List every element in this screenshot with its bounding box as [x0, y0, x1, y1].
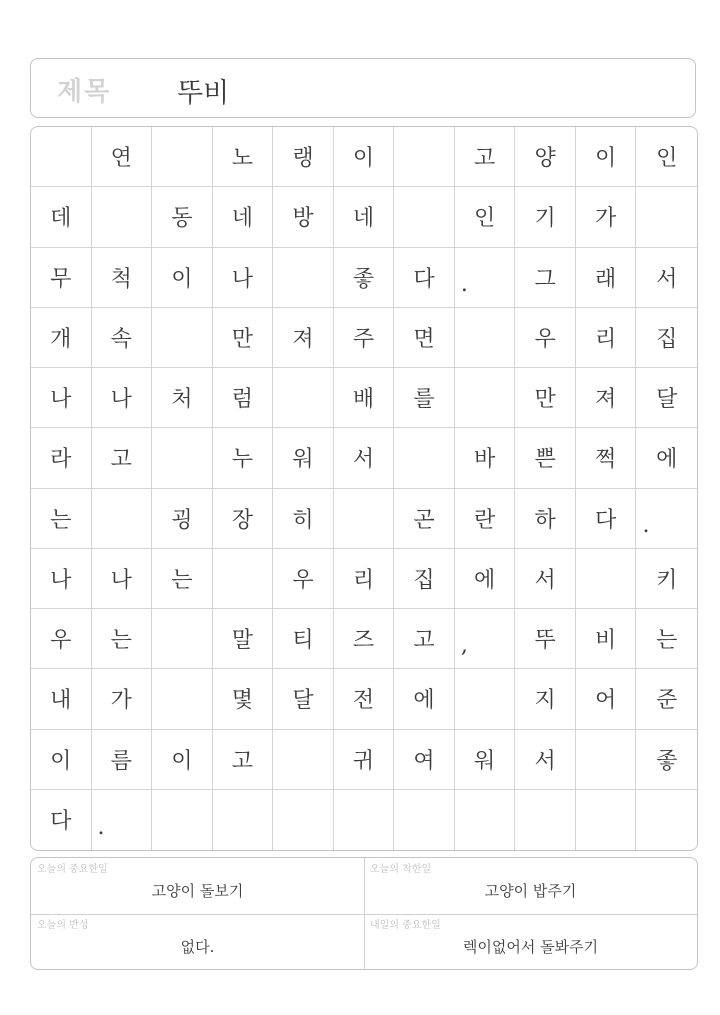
- grid-cell: 우: [273, 549, 334, 609]
- grid-cell: 내: [31, 669, 92, 729]
- grid-cell: [515, 790, 576, 850]
- grid-cell: 인: [455, 187, 516, 247]
- grid-cell: [455, 308, 516, 368]
- grid-cell: 개: [31, 308, 92, 368]
- grid-cell: 척: [92, 248, 153, 308]
- notes-section: [30, 857, 698, 970]
- grid-cell: 고: [455, 127, 516, 187]
- grid-cell: [273, 790, 334, 850]
- grid-cell: .: [92, 790, 153, 850]
- grid-cell: 즈: [334, 609, 395, 669]
- grid-cell: 집: [636, 308, 697, 368]
- grid-cell: 뚜: [515, 609, 576, 669]
- grid-cell: 전: [334, 669, 395, 729]
- grid-cell: [92, 187, 153, 247]
- grid-cell: 좋: [334, 248, 395, 308]
- grid-cell: [576, 790, 637, 850]
- grid-cell: 면: [394, 308, 455, 368]
- grid-cell: [213, 790, 274, 850]
- grid-cell: 주: [334, 308, 395, 368]
- grid-cell: 그: [515, 248, 576, 308]
- grid-cell: 럼: [213, 368, 274, 428]
- grid-cell: 쁜: [515, 428, 576, 488]
- grid-cell: ,: [455, 609, 516, 669]
- note-value: 고양이 밥주기: [484, 882, 577, 900]
- grid-cell: 름: [92, 730, 153, 790]
- grid-cell: 서: [515, 730, 576, 790]
- grid-cell: 우: [515, 308, 576, 368]
- grid-cell: 이: [152, 730, 213, 790]
- grid-cell: 는: [636, 609, 697, 669]
- grid-cell: 달: [273, 669, 334, 729]
- grid-cell: 고: [394, 609, 455, 669]
- grid-cell: 랭: [273, 127, 334, 187]
- grid-cell: 져: [273, 308, 334, 368]
- grid-cell: 데: [31, 187, 92, 247]
- grid-cell: 에: [455, 549, 516, 609]
- grid-cell: 다: [31, 790, 92, 850]
- grid-cell: 달: [636, 368, 697, 428]
- grid-cell: 쩍: [576, 428, 637, 488]
- grid-cell: 몇: [213, 669, 274, 729]
- grid-cell: [394, 127, 455, 187]
- grid-cell: 는: [31, 489, 92, 549]
- grid-cell: 어: [576, 669, 637, 729]
- grid-cell: 동: [152, 187, 213, 247]
- grid-cell: 방: [273, 187, 334, 247]
- grid-cell: 양: [515, 127, 576, 187]
- grid-cell: 워: [273, 428, 334, 488]
- grid-cell: 비: [576, 609, 637, 669]
- grid-cell: 는: [152, 549, 213, 609]
- grid-cell: 노: [213, 127, 274, 187]
- grid-cell: [152, 790, 213, 850]
- grid-cell: 네: [213, 187, 274, 247]
- note-reflection-today: [31, 914, 364, 970]
- grid-cell: 나: [213, 248, 274, 308]
- grid-cell: 인: [636, 127, 697, 187]
- grid-cell: [152, 127, 213, 187]
- grid-cell: [394, 790, 455, 850]
- grid-cell: 는: [92, 609, 153, 669]
- grid-cell: 란: [455, 489, 516, 549]
- grid-cell: 가: [92, 669, 153, 729]
- grid-cell: [152, 308, 213, 368]
- grid-cell: 만: [213, 308, 274, 368]
- grid-cell: 이: [31, 730, 92, 790]
- grid-cell: 에: [394, 669, 455, 729]
- grid-cell: 굉: [152, 489, 213, 549]
- grid-cell: 다: [394, 248, 455, 308]
- grid-cell: 기: [515, 187, 576, 247]
- grid-cell: 라: [31, 428, 92, 488]
- note-important-today: [31, 858, 364, 914]
- grid-cell: 리: [334, 549, 395, 609]
- grid-cell: 지: [515, 669, 576, 729]
- note-label: 오늘의 반성: [37, 920, 89, 931]
- grid-cell: 준: [636, 669, 697, 729]
- grid-cell: [152, 428, 213, 488]
- grid-cell: 배: [334, 368, 395, 428]
- note-good-deed-today: [364, 858, 697, 914]
- grid-cell: 나: [92, 368, 153, 428]
- title-label: 제목: [57, 77, 112, 107]
- grid-cell: 히: [273, 489, 334, 549]
- grid-cell: [455, 368, 516, 428]
- grid-cell: 티: [273, 609, 334, 669]
- grid-cell: 처: [152, 368, 213, 428]
- grid-cell: [152, 669, 213, 729]
- grid-cell: .: [455, 248, 516, 308]
- manuscript-grid: [31, 127, 697, 850]
- grid-cell: [636, 790, 697, 850]
- writing-grid: [30, 126, 698, 851]
- grid-cell: 에: [636, 428, 697, 488]
- grid-cell: 나: [92, 549, 153, 609]
- grid-cell: 무: [31, 248, 92, 308]
- grid-cell: 리: [576, 308, 637, 368]
- grid-cell: 집: [394, 549, 455, 609]
- grid-cell: [334, 489, 395, 549]
- grid-cell: 이: [576, 127, 637, 187]
- grid-cell: 를: [394, 368, 455, 428]
- grid-cell: 서: [515, 549, 576, 609]
- note-label: 오늘의 중요한일: [37, 864, 108, 875]
- grid-cell: [455, 790, 516, 850]
- note-label: 오늘의 착한일: [370, 864, 432, 875]
- note-value: 고양이 돌보기: [151, 882, 244, 900]
- grid-cell: 고: [213, 730, 274, 790]
- note-important-tomorrow: [364, 914, 697, 970]
- grid-cell: [334, 790, 395, 850]
- note-value: 렉이없어서 돌봐주기: [462, 938, 599, 956]
- grid-cell: [213, 549, 274, 609]
- grid-cell: [152, 609, 213, 669]
- grid-cell: .: [636, 489, 697, 549]
- grid-cell: [576, 730, 637, 790]
- grid-cell: 네: [334, 187, 395, 247]
- grid-cell: 서: [334, 428, 395, 488]
- grid-cell: 나: [31, 549, 92, 609]
- grid-cell: 래: [576, 248, 637, 308]
- grid-cell: 워: [455, 730, 516, 790]
- grid-cell: 귀: [334, 730, 395, 790]
- grid-cell: 곤: [394, 489, 455, 549]
- grid-cell: 서: [636, 248, 697, 308]
- grid-cell: 이: [152, 248, 213, 308]
- grid-cell: 가: [576, 187, 637, 247]
- grid-cell: [273, 248, 334, 308]
- grid-cell: 우: [31, 609, 92, 669]
- grid-cell: 하: [515, 489, 576, 549]
- grid-cell: 키: [636, 549, 697, 609]
- note-value: 없다.: [180, 938, 215, 956]
- grid-cell: 연: [92, 127, 153, 187]
- grid-cell: 좋: [636, 730, 697, 790]
- grid-cell: 속: [92, 308, 153, 368]
- grid-cell: [273, 368, 334, 428]
- grid-cell: 져: [576, 368, 637, 428]
- grid-cell: [92, 489, 153, 549]
- grid-cell: 나: [31, 368, 92, 428]
- grid-cell: 다: [576, 489, 637, 549]
- grid-cell: [455, 669, 516, 729]
- grid-cell: 만: [515, 368, 576, 428]
- grid-cell: 이: [334, 127, 395, 187]
- grid-cell: 누: [213, 428, 274, 488]
- grid-cell: 장: [213, 489, 274, 549]
- title-box: [30, 58, 696, 118]
- note-label: 내일의 중요한일: [370, 920, 441, 931]
- grid-cell: 바: [455, 428, 516, 488]
- grid-cell: [273, 730, 334, 790]
- grid-cell: [636, 187, 697, 247]
- grid-cell: 고: [92, 428, 153, 488]
- grid-cell: [31, 127, 92, 187]
- grid-cell: [576, 549, 637, 609]
- grid-cell: 여: [394, 730, 455, 790]
- title-value: 뚜비: [177, 78, 230, 109]
- grid-cell: 말: [213, 609, 274, 669]
- grid-cell: [394, 187, 455, 247]
- grid-cell: [394, 428, 455, 488]
